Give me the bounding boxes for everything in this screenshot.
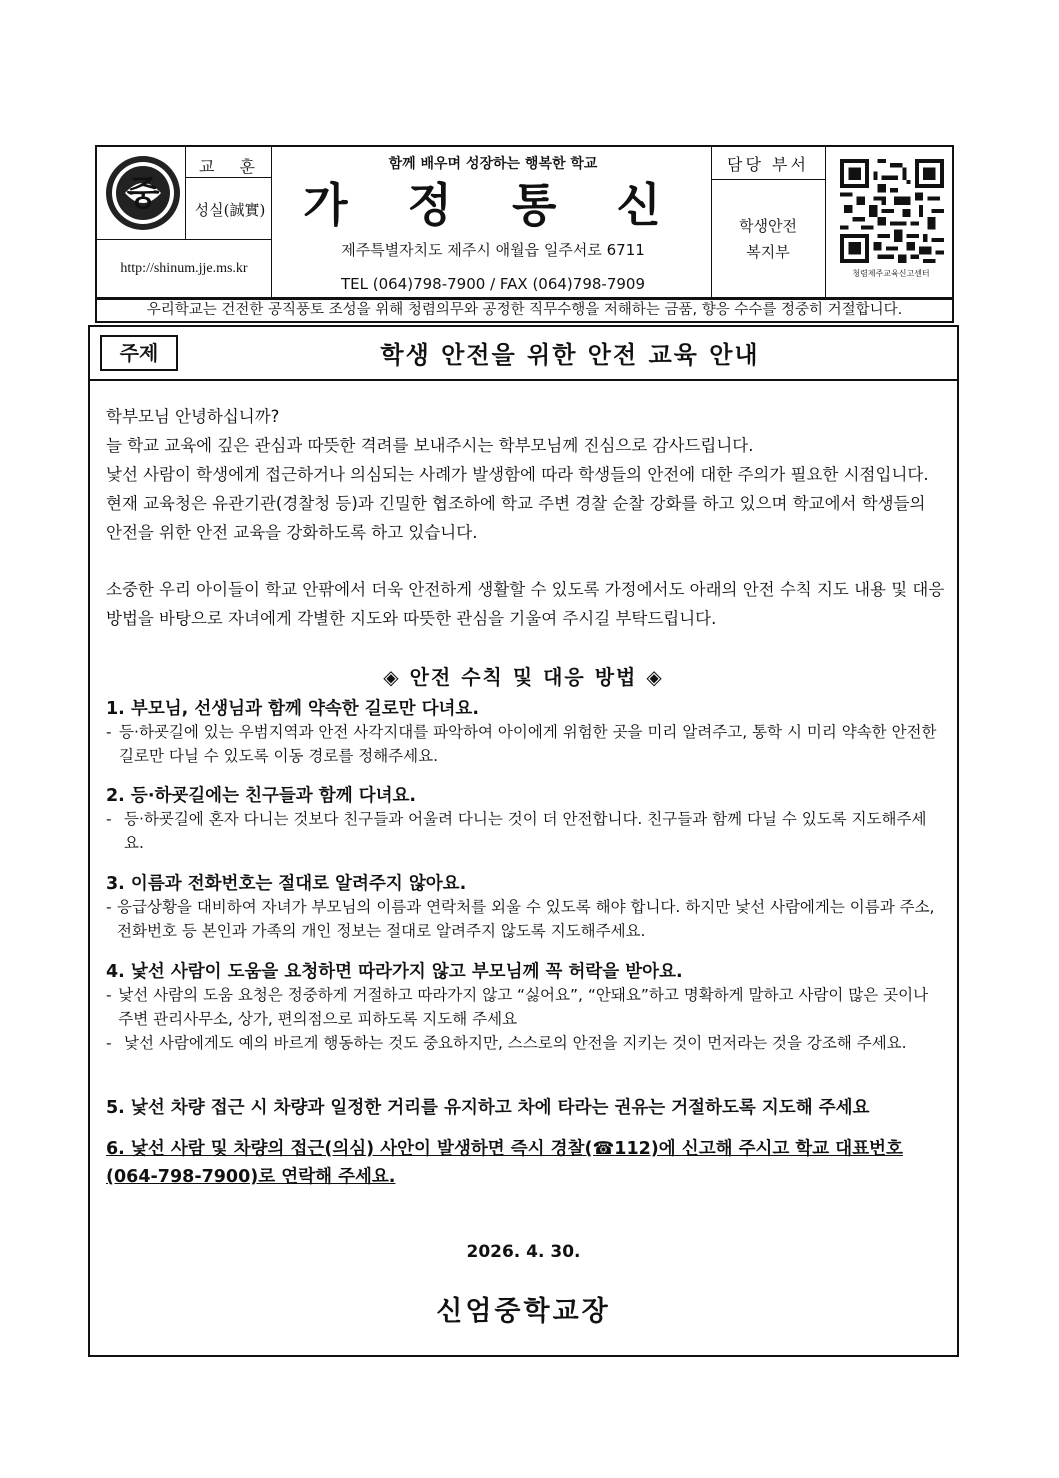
rule-1-desc: - 등·하굣길에 있는 우범지역과 안전 사각지대를 파악하여 아이에게 위험한 곳을 미리 알려주고, 통학 시 미리 약속한 안전한 길로만 다닐 수 있도록 이동 경로를 정해주세요. bbox=[106, 723, 937, 765]
school-url[interactable]: http://shinum.jje.ms.kr bbox=[120, 261, 248, 276]
rule-3-desc: - 응급상황을 대비하여 자녀가 부모님의 이름과 연락처를 외울 수 있도록 해야 합니다. 하지만 낯선 사람에게는 이름과 주소, 전화번호 등 본인과 가족의 개인 정보는 절대로 알려주지 않도록 지도해주세요. bbox=[106, 898, 935, 940]
department-label: 담당 부서 bbox=[727, 155, 809, 174]
rule-4-title: 4. 낯선 사람이 도움을 요청하면 따라가지 않고 부모님께 꼭 허락을 받아요. bbox=[106, 962, 683, 982]
qr-caption: 청렴제주교육신고센터 bbox=[852, 269, 930, 278]
subject-row bbox=[90, 327, 957, 381]
motto-label: 교 훈 bbox=[199, 157, 265, 176]
rule-2-desc: - 등·하굣길에 혼자 다니는 것보다 친구들과 어울려 다니는 것이 더 안전합니다. 친구들과 함께 다닐 수 있도록 지도해주세요. bbox=[106, 810, 927, 852]
school-slogan: 함께 배우며 성장하는 행복한 학교 bbox=[388, 156, 598, 172]
intro-paragraph-3: 소중한 우리 아이들이 학교 안팎에서 더욱 안전하게 생활할 수 있도록 가정에서도 아래의 안전 수칙 지도 내용 및 대응 방법을 바탕으로 자녀에게 각별한 지도와 따뜻한 관심을 기울여 주시길 부탁드립니다. bbox=[106, 580, 945, 628]
subject-label: 주제 bbox=[100, 335, 178, 371]
rule-4-desc: - 낯선 사람의 도움 요청은 정중하게 거절하고 따라가지 않고 “싫어요”, “안돼요”하고 명확하게 말하고 사람이 많은 곳이나 주변 관리사무소, 상가, 편의점으로 피하도록 지도해 주세요 - 낯선 사람에게도 예의 바르게 행동하는 것도 중요하지만, 스스로의 안전을 지키는 것이 먼저라는 것을 강조해 주세요. bbox=[106, 986, 929, 1052]
letter-title: 가 정 통 신 bbox=[303, 178, 683, 232]
rule-3-title: 3. 이름과 전화번호는 절대로 알려주지 않아요. bbox=[106, 874, 467, 894]
school-tel-fax: TEL (064)798-7900 / FAX (064)798-7909 bbox=[340, 275, 645, 293]
issue-date: 2026. 4. 30. bbox=[466, 1242, 581, 1262]
greeting: 학부모님 안녕하십니까? bbox=[106, 407, 280, 426]
principal-signature: 신엄중학교장 bbox=[436, 1296, 611, 1327]
intro-paragraph-2: 낯선 사람이 학생에게 접근하거나 의심되는 사례가 발생함에 따라 학생들의 안전에 대한 주의가 필요한 시점입니다. 현재 교육청은 유관기관(경찰청 등)과 긴밀한 협조하에 학교 주변 경찰 순찰 강화를 하고 있으며 학교에서 학생들의 안전을 위한 안전 교육을 강화하도록 하고 있습니다. bbox=[106, 465, 929, 542]
department-value: 학생안전 복지부 bbox=[739, 217, 797, 261]
school-address: 제주특별자치도 제주시 애월읍 일주서로 6711 bbox=[341, 241, 645, 259]
intro-paragraph-1: 늘 학교 교육에 깊은 관심과 따뜻한 격려를 보내주시는 학부모님께 진심으로 감사드립니다. bbox=[106, 436, 754, 455]
section-title: ◈ 안전 수칙 및 대응 방법 ◈ bbox=[383, 665, 664, 689]
letter-header bbox=[95, 145, 954, 299]
rule-5-title: 5. 낯선 차량 접근 시 차량과 일정한 거리를 유지하고 차에 타라는 권유는 거절하도록 지도해 주세요 bbox=[106, 1098, 870, 1118]
rule-2-title: 2. 등·하굣길에는 친구들과 함께 다녀요. bbox=[106, 786, 417, 806]
letter-body bbox=[88, 325, 959, 1357]
motto-value: 성실(誠實) bbox=[194, 201, 266, 219]
subject-title: 학생 안전을 위한 안전 교육 안내 bbox=[380, 341, 760, 369]
rule-6-title: 6. 낯선 사람 및 차량의 접근(의심) 사안이 발생하면 즉시 경찰(☎112)에 신고해 주시고 학교 대표번호(064-798-7900)로 연락해 주세요. bbox=[106, 1139, 903, 1187]
emblem-char: 중 bbox=[126, 174, 160, 214]
integrity-notice: 우리학교는 건전한 공직풍토 조성을 위해 청렴의무와 공정한 직무수행을 저해하는 금품, 향응 수수를 정중히 거절합니다. bbox=[95, 298, 954, 323]
qr-code-icon[interactable] bbox=[840, 159, 944, 263]
rule-1-title: 1. 부모님, 선생님과 함께 약속한 길로만 다녀요. bbox=[106, 699, 479, 719]
school-emblem-icon bbox=[103, 153, 183, 233]
